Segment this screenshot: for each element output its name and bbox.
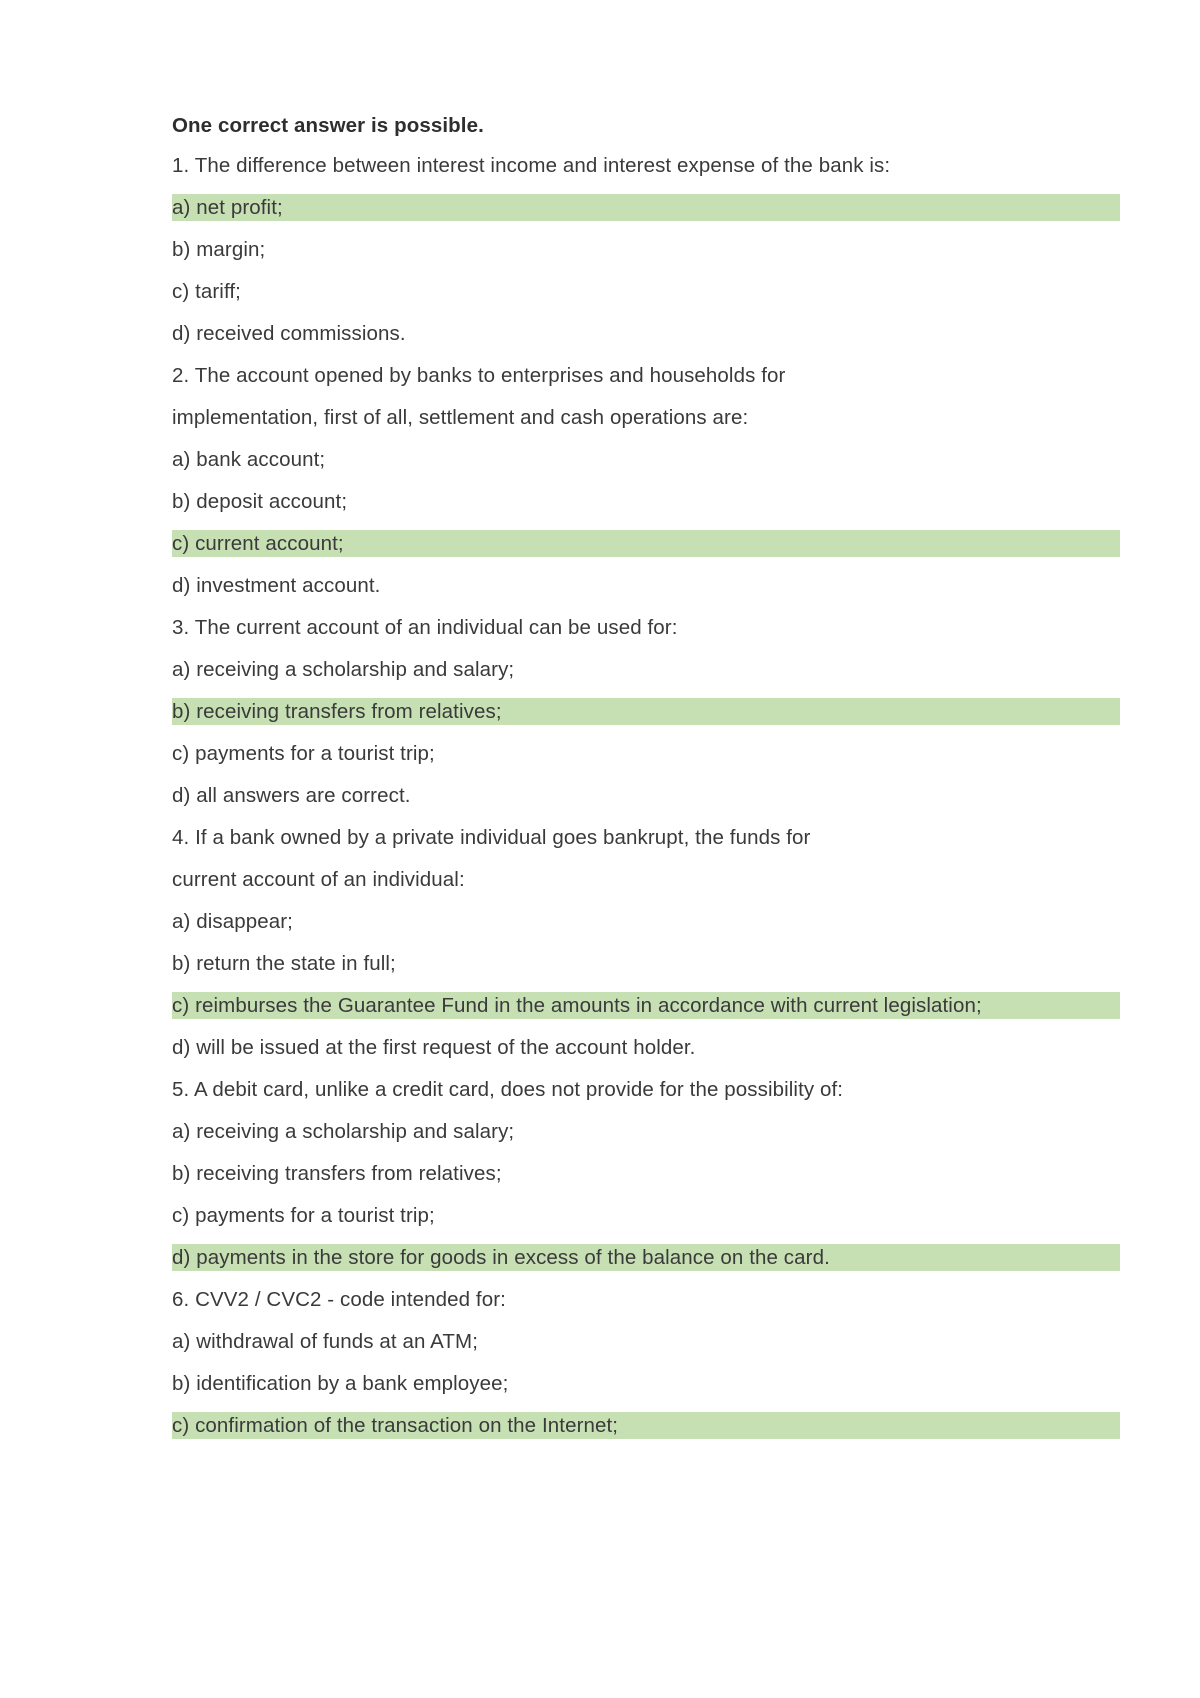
question-4-text: 4. If a bank owned by a private individual goes bankrupt, the funds for <box>172 826 811 849</box>
question-3-text: 3. The current account of an individual can be used for: <box>172 616 678 639</box>
answer-option: b) receiving transfers from relatives; <box>172 1162 502 1185</box>
answer-option-highlighted: a) net profit; <box>172 194 1120 221</box>
answer-option-highlighted: c) current account; <box>172 530 1120 557</box>
question-2-text: 2. The account opened by banks to enterprises and households for <box>172 364 786 387</box>
answer-option: d) received commissions. <box>172 322 406 345</box>
question-list <box>172 152 1120 1439</box>
answer-option: b) identification by a bank employee; <box>172 1372 509 1395</box>
answer-option: b) margin; <box>172 238 266 261</box>
question-5-text: 5. A debit card, unlike a credit card, does not provide for the possibility of: <box>172 1078 844 1101</box>
answer-option: a) receiving a scholarship and salary; <box>172 1120 515 1143</box>
instruction-heading: One correct answer is possible. <box>172 114 484 137</box>
answer-option: d) all answers are correct. <box>172 784 411 807</box>
answer-option: d) will be issued at the first request of the account holder. <box>172 1036 696 1059</box>
answer-option-highlighted: b) receiving transfers from relatives; <box>172 698 1120 725</box>
question-6-text: 6. CVV2 / CVC2 - code intended for: <box>172 1288 506 1311</box>
document-page <box>172 112 1120 1454</box>
answer-option-highlighted: c) confirmation of the transaction on the Internet; <box>172 1412 1120 1439</box>
answer-option: b) return the state in full; <box>172 952 396 975</box>
answer-option: c) payments for a tourist trip; <box>172 742 435 765</box>
answer-option: a) bank account; <box>172 448 326 471</box>
answer-option: c) payments for a tourist trip; <box>172 1204 435 1227</box>
answer-option: a) disappear; <box>172 910 293 933</box>
answer-option: d) investment account. <box>172 574 381 597</box>
answer-option: a) receiving a scholarship and salary; <box>172 658 515 681</box>
answer-option: a) withdrawal of funds at an ATM; <box>172 1330 479 1353</box>
answer-option: b) deposit account; <box>172 490 348 513</box>
answer-option-highlighted: d) payments in the store for goods in excess of the balance on the card. <box>172 1244 1120 1271</box>
question-4-text: current account of an individual: <box>172 868 465 891</box>
question-2-text: implementation, first of all, settlement and cash operations are: <box>172 406 749 429</box>
question-1-text: 1. The difference between interest income and interest expense of the bank is: <box>172 154 891 177</box>
answer-option-highlighted: c) reimburses the Guarantee Fund in the amounts in accordance with current legislation; <box>172 992 1120 1019</box>
answer-option: c) tariff; <box>172 280 241 303</box>
